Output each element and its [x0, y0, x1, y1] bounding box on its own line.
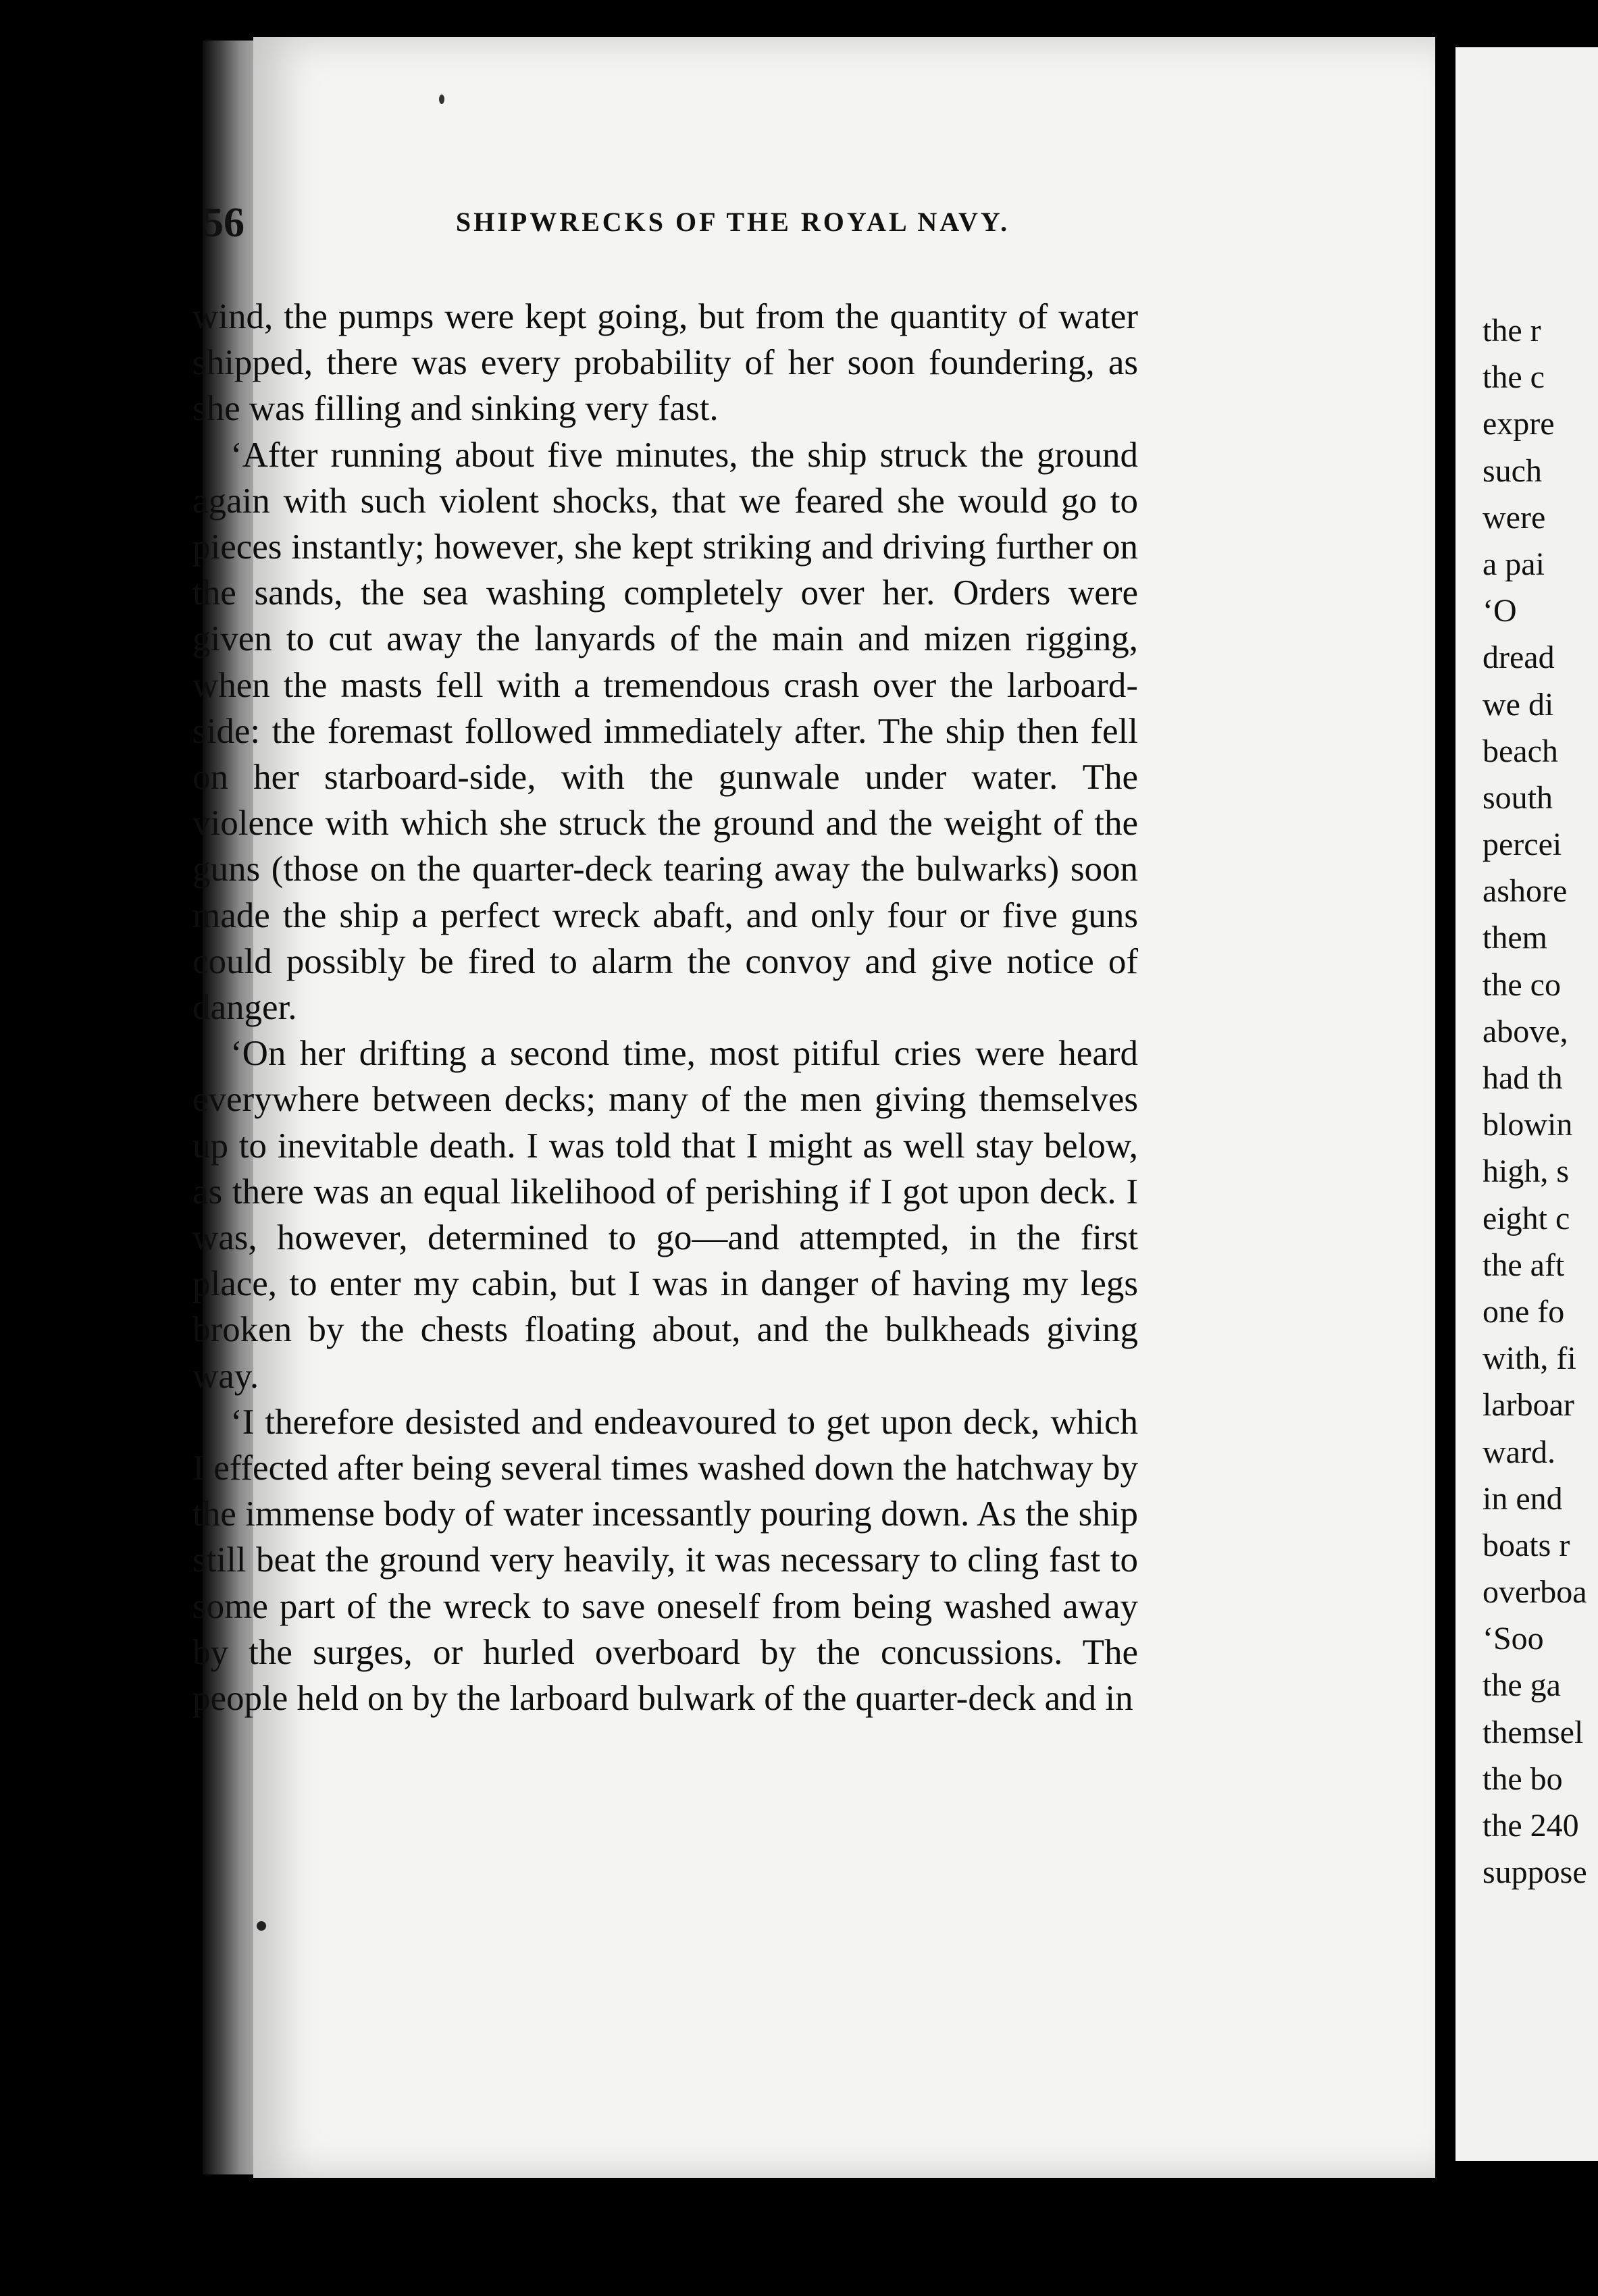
- right-page-line: the ga: [1483, 1667, 1561, 1704]
- right-page-line: beach: [1483, 733, 1558, 769]
- body-text: [192, 294, 1138, 1721]
- right-page-line: one fo: [1483, 1293, 1565, 1330]
- running-head: [203, 179, 1236, 246]
- right-page-line: eight c: [1483, 1200, 1570, 1236]
- right-page-line: the c: [1483, 359, 1545, 396]
- right-page-line: the 240: [1483, 1808, 1579, 1844]
- right-page-line: ashore: [1483, 873, 1568, 910]
- right-page-line: suppose: [1483, 1854, 1587, 1891]
- right-page-line: high, s: [1483, 1153, 1570, 1190]
- right-page-line: blowin: [1483, 1107, 1573, 1143]
- right-page-line: percei: [1483, 827, 1562, 863]
- ink-speck-top: [439, 95, 444, 104]
- paragraph-4: ‘I therefore desisted and endeavoured to get upon deck, which I effected after being several times washed down the hatchway by the immense body of water incessantly pouring down. As the ship still beat the ground very heavily, it was necessary to cling fast to some part of the wreck to save oneself from being washed away by the surges, or hurled overboard by the concussions. The people held on by the larboard bulwark of the quarter-deck and in: [192, 1402, 1138, 1719]
- right-page-line: ward.: [1483, 1434, 1555, 1470]
- right-page-line: larboar: [1483, 1387, 1574, 1424]
- right-page-line: ‘O: [1483, 593, 1517, 629]
- running-title: SHIPWRECKS OF THE ROYAL NAVY.: [455, 207, 1010, 237]
- right-page-line: dread: [1483, 640, 1555, 676]
- right-page-line: the aft: [1483, 1247, 1565, 1283]
- right-page-line: expre: [1483, 406, 1555, 442]
- right-page-text: [1483, 307, 1587, 1896]
- right-page: [1455, 47, 1598, 2161]
- ink-speck: [257, 1921, 266, 1931]
- paragraph-1: wind, the pumps were kept going, but from the quantity of water shipped, there was every probability of her soon foundering, as she was filling and sinking very fast.: [192, 297, 1138, 429]
- paragraph-2: ‘After running about five minutes, the ship struck the ground again with such violent shocks, that we feared she would go to pieces instantly; however, she kept striking and driving further on the sands, the sea washing completely over her. Orders were given to cut away the lanyards of the main and mizen rigging, when the masts fell with a tremendous crash over the larboard-side: the foremast followed immediately after. The ship then fell on her starboard-side, with the gunwale under water. The violence with which she struck the ground and the weight of the guns (those on the quarter-deck tearing away the bulwarks) soon made the ship a perfect wreck abaft, and only four or five guns could possibly be fired to alarm the convoy and give notice of danger.: [192, 435, 1138, 1028]
- right-page-line: had th: [1483, 1060, 1563, 1096]
- right-page-line: a pai: [1483, 546, 1545, 582]
- right-page-line: boats r: [1483, 1527, 1570, 1563]
- paragraph-3: ‘On her drifting a second time, most pitiful cries were heard everywhere between decks; many of the men giving themselves up to inevitable death. I was told that I might as well stay below, as there was an equal likelihood of perishing if I got upon deck. I was, however, determined to go—and attempted, in the first place, to enter my cabin, but I was in danger of having my legs broken by the chests floating about, and the bulkheads giving way.: [192, 1034, 1138, 1396]
- right-page-line: with, fi: [1483, 1340, 1576, 1377]
- right-page-line: themsel: [1483, 1714, 1584, 1750]
- right-page-line: the bo: [1483, 1760, 1563, 1797]
- right-page-line: such: [1483, 452, 1542, 489]
- right-page-line: the r: [1483, 313, 1541, 348]
- right-page-line: in end: [1483, 1480, 1563, 1517]
- right-page-line: ‘Soo: [1483, 1621, 1544, 1657]
- right-page-line: were: [1483, 499, 1546, 536]
- right-page-line: them: [1483, 920, 1547, 956]
- right-page-line: we di: [1483, 686, 1554, 723]
- right-page-line: the co: [1483, 966, 1561, 1003]
- right-page-line: above,: [1483, 1013, 1568, 1049]
- right-page-line: south: [1483, 779, 1553, 816]
- page-number: 56: [203, 200, 244, 246]
- right-page-line: overboa: [1483, 1574, 1587, 1611]
